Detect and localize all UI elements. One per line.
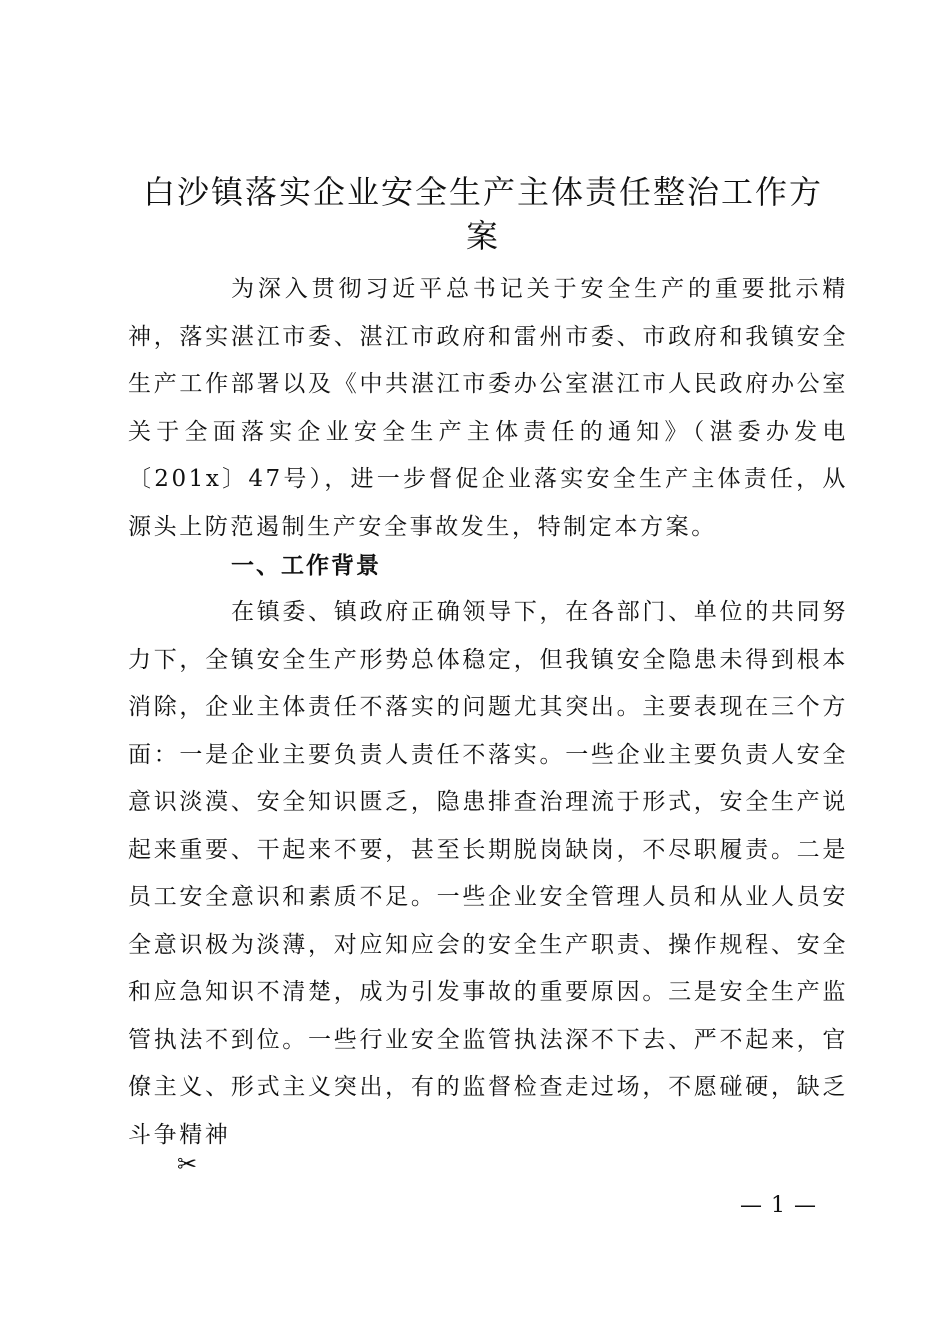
intro-paragraph: 为深入贯彻习近平总书记关于安全生产的重要批示精神，落实湛江市委、湛江市政府和雷州市委、市政府和我镇安全生产工作部署以及《中共湛江市委办公室湛江市人民政府办公室关于全面落实企业安全生产主体责任的通知》（湛委办发电〔201x〕47号），进一步督促企业落实安全生产主体责任，从源头上防范遏制生产安全事故发生，特制定本方案。 [128,276,848,540]
page-number: — 1 — [740,1193,817,1218]
section-heading-background: 一、工作背景 [231,553,381,579]
background-paragraph: 在镇委、镇政府正确领导下，在各部门、单位的共同努力下，全镇安全生产形势总体稳定，但我镇安全隐患未得到根本消除，企业主体责任不落实的问题尤其突出。主要表现在三个方面：一是企业主要负责人责任不落实。一些企业主要负责人安全意识淡漠、安全知识匮乏，隐患排查治理流于形式，安全生产说起来重要、干起来不要，甚至长期脱岗缺岗，不尽职履责。二是员工安全意识和素质不足。一些企业安全管理人员和从业人员安全意识极为淡薄，对应知应会的安全生产职责、操作规程、安全和应急知识不清楚，成为引发事故的重要原因。三是安全生产监管执法不到位。一些行业安全监管执法深不下去、严不起来，官僚主义、形式主义突出，有的监督检查走过场，不愿碰硬，缺乏斗争精神 [128,599,848,1148]
scissors-icon: ✂ [177,1150,198,1178]
document-title: 白沙镇落实企业安全生产主体责任整治工作方案 [142,173,823,255]
